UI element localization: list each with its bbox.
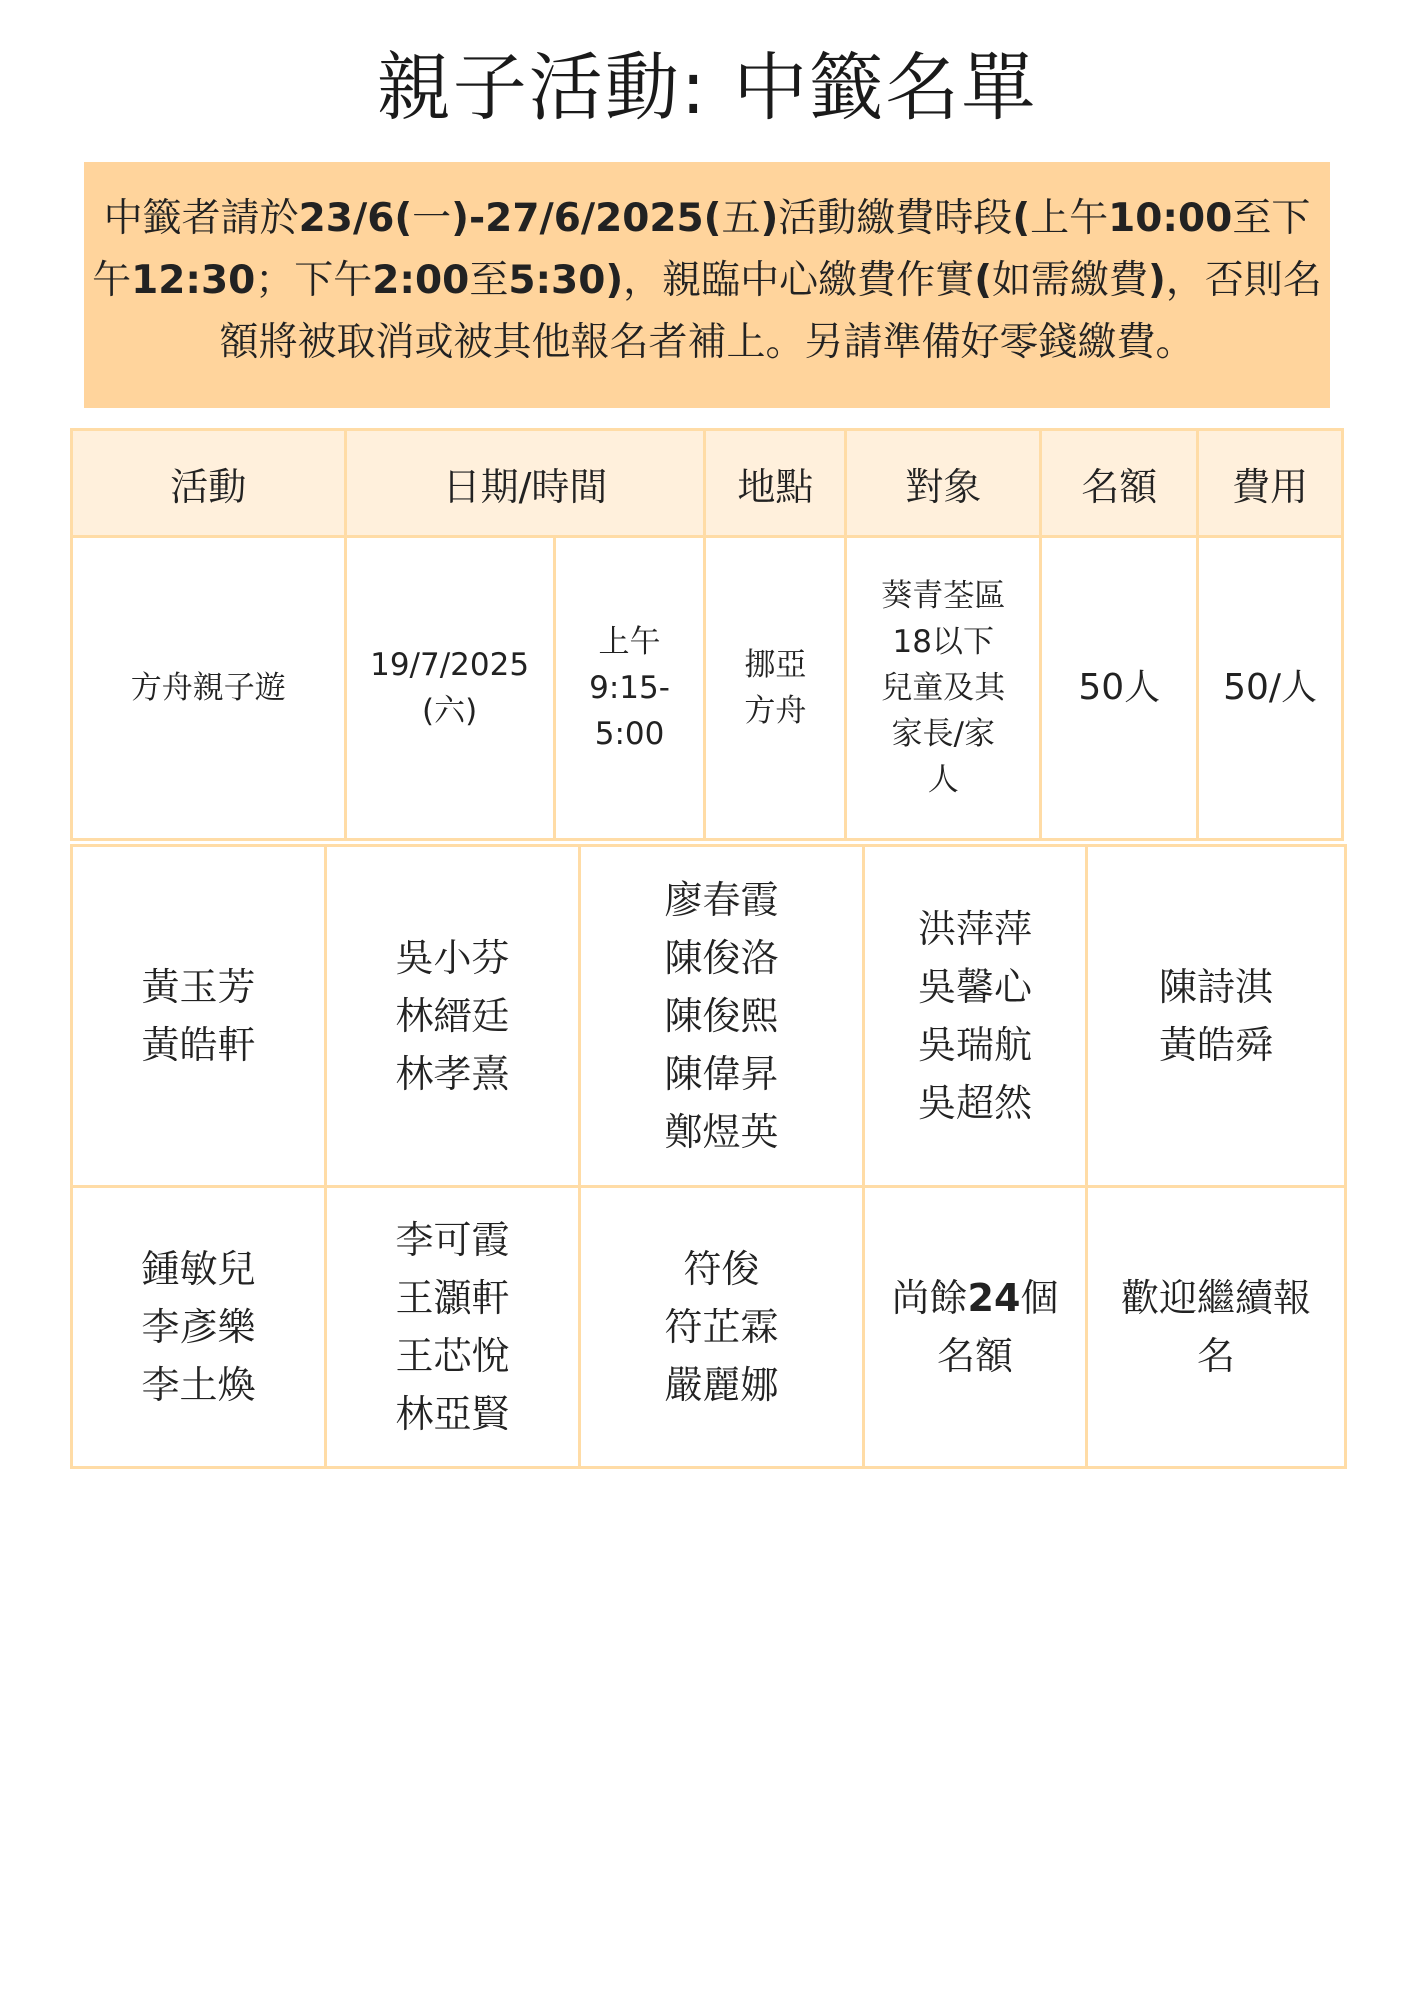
table-row: [72, 1187, 1346, 1468]
page-title: 親子活動: 中籤名單: [376, 45, 1038, 131]
notice-bold: 5:30): [508, 258, 624, 303]
cell-date: [345, 537, 554, 840]
names-cell: [580, 1187, 864, 1468]
welcome-line: 歡迎繼續報: [1120, 1276, 1311, 1320]
winner-name: 嚴麗娜: [664, 1363, 779, 1407]
notice-text: ，親臨中心繳費作實: [623, 258, 975, 303]
table-row: [72, 537, 1343, 840]
activity-info-table: [70, 428, 1344, 841]
target-line: 家長/家: [891, 716, 995, 752]
winner-name: 黃皓舜: [1158, 1023, 1273, 1067]
winner-name: 符芷霖: [664, 1305, 779, 1349]
winner-name: 吳馨心: [917, 965, 1032, 1009]
target-line: 人: [927, 762, 959, 798]
target-line: 兒童及其: [881, 670, 1006, 706]
time-end: 5:00: [594, 716, 665, 752]
welcome-line: 名: [1196, 1334, 1235, 1378]
notice-bold: 10:00: [1108, 196, 1233, 241]
target-line: 葵青荃區: [881, 578, 1006, 614]
notice-text: 一: [412, 196, 452, 241]
notice-bold: (: [1012, 196, 1031, 241]
cell-activity: 方舟親子遊: [72, 537, 346, 840]
names-cell: [580, 846, 864, 1187]
notice-bold: ): [1148, 258, 1166, 303]
remaining-suffix: 個: [1020, 1276, 1059, 1320]
winner-name: 陳俊熙: [664, 994, 779, 1038]
target-line: 18以下: [892, 624, 994, 660]
date-text: 19/7/2025: [370, 647, 530, 683]
remaining-quota-line2: 名額: [936, 1334, 1013, 1378]
winner-name: 符俊: [683, 1247, 760, 1291]
header-venue: 地點: [705, 430, 846, 537]
notice-bold: )-27/6/2025(: [451, 196, 722, 241]
names-cell: [326, 846, 580, 1187]
cell-venue: [705, 537, 846, 840]
notice-text: ；下午: [255, 258, 373, 303]
time-period: 上午: [598, 624, 661, 660]
winner-name: 陳偉昇: [664, 1052, 779, 1096]
winner-name: 黃玉芳: [141, 965, 256, 1009]
payment-notice: [84, 162, 1330, 408]
winner-name: 廖春霞: [664, 878, 779, 922]
winner-name: 李彥樂: [141, 1305, 256, 1349]
venue-line: 挪亞: [744, 647, 807, 683]
notice-text: 至下午: [92, 196, 1311, 303]
remaining-prefix: 尚餘: [891, 1276, 968, 1320]
notice-bold: (: [974, 258, 993, 303]
venue-line: 方舟: [744, 693, 807, 729]
remaining-quota-line: [865, 1269, 1085, 1327]
header-datetime: 日期/時間: [345, 430, 705, 537]
remaining-quota-cell: [864, 1187, 1087, 1468]
notice-bold: 23/6(: [298, 196, 413, 241]
winner-name: 洪萍萍: [917, 907, 1032, 951]
notice-bold: 12:30: [131, 258, 256, 303]
notice-text: 活動繳費時段: [778, 196, 1013, 241]
winner-name: 李土煥: [141, 1363, 256, 1407]
header-activity: 活動: [72, 430, 346, 537]
notice-bold: ): [760, 196, 779, 241]
names-cell: [1087, 846, 1346, 1187]
winner-name: 林孝熹: [395, 1052, 510, 1096]
weekday-text: (六): [421, 693, 478, 729]
winner-name: 鍾敏兒: [141, 1247, 256, 1291]
winner-name: 王灝軒: [395, 1276, 510, 1320]
winners-table: [70, 844, 1347, 1469]
notice-text: 中籤者請於: [103, 196, 299, 241]
winner-name: 陳俊洛: [664, 936, 779, 980]
welcome-cell: [1087, 1187, 1346, 1468]
winner-name: 黃皓軒: [141, 1023, 256, 1067]
winner-name: 李可霞: [395, 1218, 510, 1262]
header-quota: 名額: [1041, 430, 1198, 537]
table-row: [72, 846, 1346, 1187]
cell-quota: 50人: [1041, 537, 1198, 840]
cell-fee: 50/人: [1198, 537, 1343, 840]
winner-name: 吳超然: [917, 1081, 1032, 1125]
notice-text: ，否則名額將被取消或被其他報名者補上。另請準備好零錢繳費。: [219, 258, 1322, 365]
header-fee: 費用: [1198, 430, 1343, 537]
cell-time: [554, 537, 705, 840]
table-header-row: [72, 430, 1343, 537]
notice-text: 五: [721, 196, 761, 241]
notice-text: 如需繳費: [992, 258, 1149, 303]
cell-target: [846, 537, 1041, 840]
winner-name: 王芯悅: [395, 1334, 510, 1378]
names-cell: [864, 846, 1087, 1187]
names-cell: [72, 1187, 326, 1468]
notice-text: 至: [469, 258, 509, 303]
winner-name: 林縉廷: [395, 994, 510, 1038]
time-start: 9:15-: [589, 670, 670, 706]
names-cell: [326, 1187, 580, 1468]
header-target: 對象: [846, 430, 1041, 537]
winner-name: 陳詩淇: [1158, 965, 1273, 1009]
winner-name: 吳小芬: [395, 936, 510, 980]
names-cell: [72, 846, 326, 1187]
winner-name: 吳瑞航: [917, 1023, 1032, 1067]
winner-name: 林亞賢: [395, 1392, 510, 1436]
winner-name: 鄭煜英: [664, 1110, 779, 1154]
notice-text: 上午: [1030, 196, 1109, 241]
notice-bold: 2:00: [372, 258, 470, 303]
remaining-count: 24: [967, 1276, 1021, 1320]
